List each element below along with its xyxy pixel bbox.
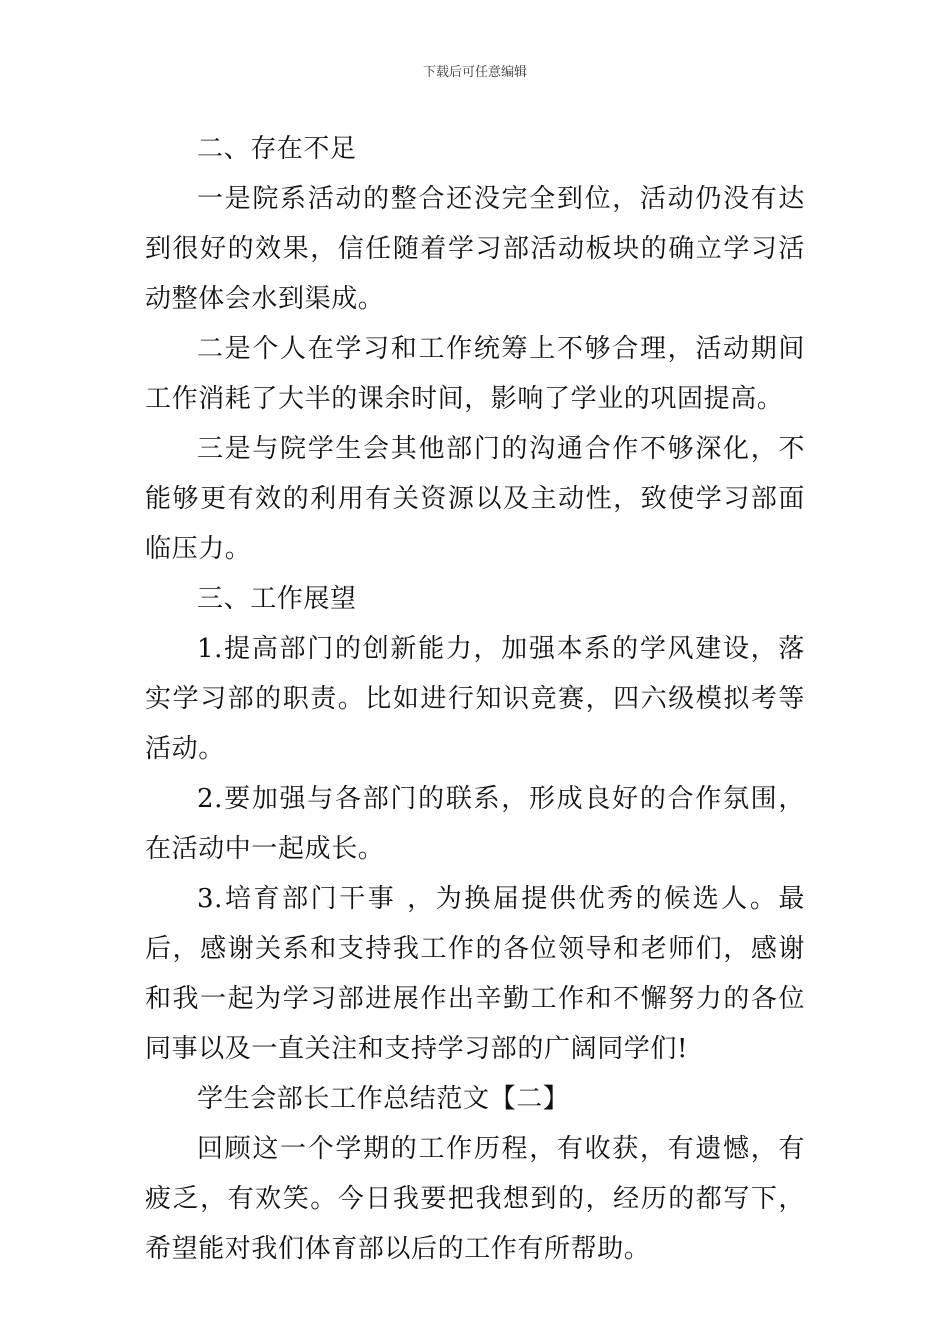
paragraph-outlook-1: 1.提高部门的创新能力，加强本系的学风建设，落实学习部的职责。比如进行知识竞赛，四六级模拟考等活动。	[145, 634, 805, 764]
paragraph-shortcoming-1: 一是院系活动的整合还没完全到位，活动仍没有达到很好的效果，信任随着学习部活动板块的确立学习活动整体会水到渠成。	[145, 184, 805, 314]
section-heading-sample-two: 学生会部长工作总结范文【二】	[197, 1084, 570, 1114]
paragraph-outlook-3: 3.培育部门干事 ，为换届提供优秀的候选人。最后，感谢关系和支持我工作的各位领导和老师们，感谢和我一起为学习部进展作出辛勤工作和不懈努力的各位同事以及一直关注和支持学习部的广阔同学们!	[145, 884, 805, 1064]
section-heading-shortcomings: 二、存在不足	[197, 134, 357, 164]
page-header: 下载后可任意编辑	[422, 65, 527, 80]
paragraph-review: 回顾这一个学期的工作历程，有收获，有遗憾，有疲乏，有欢笑。今日我要把我想到的，经历的都写下，希望能对我们体育部以后的工作有所帮助。	[145, 1134, 805, 1264]
paragraph-shortcoming-3: 三是与院学生会其他部门的沟通合作不够深化，不能够更有效的利用有关资源以及主动性，致使学习部面临压力。	[145, 434, 805, 564]
document-body	[145, 124, 805, 1274]
paragraph-outlook-2: 2.要加强与各部门的联系，形成良好的合作氛围，在活动中一起成长。	[145, 784, 805, 864]
section-heading-outlook: 三、工作展望	[197, 584, 357, 614]
paragraph-shortcoming-2: 二是个人在学习和工作统筹上不够合理，活动期间工作消耗了大半的课余时间，影响了学业的巩固提高。	[145, 334, 805, 414]
